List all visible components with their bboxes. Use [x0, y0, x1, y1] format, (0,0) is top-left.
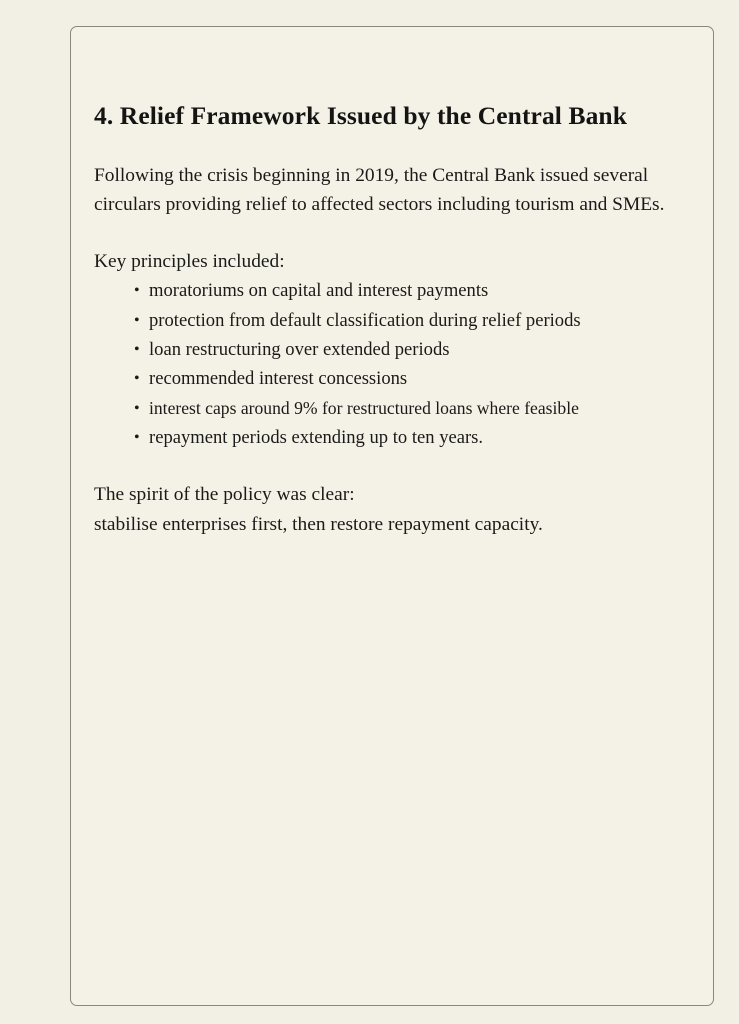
list-item: • loan restructuring over extended periods [134, 335, 693, 364]
list-item: • protection from default classification during relief periods [134, 306, 693, 335]
closing-paragraph [94, 452, 693, 539]
document-content [94, 27, 693, 539]
key-principles-list [94, 276, 693, 452]
list-item: • interest caps around 9% for restructured loans where feasible [134, 394, 693, 423]
key-principles-lead-in: Key principles included: [94, 250, 285, 272]
page-title: 4. Relief Framework Issued by the Central Bank [94, 101, 627, 130]
list-item: • moratoriums on capital and interest payments [134, 276, 693, 305]
closing-line-2: stabilise enterprises first, then restore repayment capacity. [94, 513, 543, 535]
list-item: • repayment periods extending up to ten years. [134, 423, 693, 452]
list-item: • recommended interest concessions [134, 364, 693, 393]
document-page-sheet [70, 26, 714, 1006]
key-principles-section [94, 220, 693, 452]
intro-paragraph: Following the crisis beginning in 2019, the Central Bank issued several circulars providing relief to affected sectors including tourism and SMEs. [94, 164, 665, 216]
closing-line-1: The spirit of the policy was clear: [94, 484, 355, 506]
